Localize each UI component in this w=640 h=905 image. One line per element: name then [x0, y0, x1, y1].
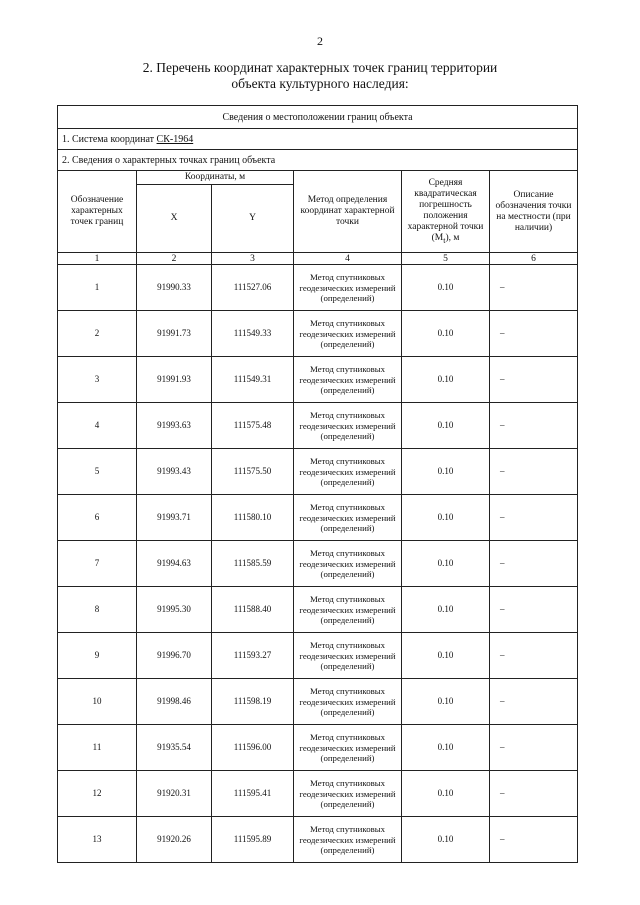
y-coordinate-cell: 111588.40: [212, 587, 294, 633]
x-coordinate-cell: 91993.43: [137, 449, 212, 495]
point-number-cell: 12: [58, 771, 137, 817]
boundary-coordinates-table: [57, 105, 578, 863]
method-cell: Метод спутниковых геодезических измерений (определений): [294, 817, 402, 863]
method-cell: Метод спутниковых геодезических измерений (определений): [294, 449, 402, 495]
y-coordinate-cell: 111595.41: [212, 771, 294, 817]
y-coordinate-cell: 111549.33: [212, 311, 294, 357]
column-number: 6: [490, 253, 578, 265]
column-number: 5: [402, 253, 490, 265]
title-line-2: объекта культурного наследия:: [231, 76, 409, 91]
accuracy-cell: 0.10: [402, 265, 490, 311]
point-number-cell: 7: [58, 541, 137, 587]
accuracy-cell: 0.10: [402, 725, 490, 771]
point-number-cell: 9: [58, 633, 137, 679]
x-coordinate-cell: 91991.93: [137, 357, 212, 403]
description-cell: –: [490, 449, 578, 495]
coordinate-system-label: 1. Система координат: [62, 133, 157, 145]
y-coordinate-cell: 111575.48: [212, 403, 294, 449]
x-coordinate-cell: 91935.54: [137, 725, 212, 771]
method-cell: Метод спутниковых геодезических измерений (определений): [294, 679, 402, 725]
table-row: [58, 587, 578, 633]
table-row: [58, 541, 578, 587]
x-coordinate-cell: 91998.46: [137, 679, 212, 725]
document-title: [120, 60, 520, 92]
points-info-row: 2. Сведения о характерных точках границ объекта: [58, 150, 578, 171]
table-row: [58, 357, 578, 403]
description-cell: –: [490, 817, 578, 863]
point-number-cell: 2: [58, 311, 137, 357]
header-coordinates: Координаты, м: [137, 171, 294, 185]
accuracy-cell: 0.10: [402, 679, 490, 725]
method-cell: Метод спутниковых геодезических измерений (определений): [294, 265, 402, 311]
point-number-cell: 1: [58, 265, 137, 311]
description-cell: –: [490, 357, 578, 403]
x-coordinate-cell: 91995.30: [137, 587, 212, 633]
table-row: [58, 633, 578, 679]
x-coordinate-cell: 91991.73: [137, 311, 212, 357]
page-number: 2: [317, 34, 323, 48]
header-description: Описание обозначения точки на местности (при наличии): [490, 171, 578, 253]
table-row: [58, 771, 578, 817]
column-number: 4: [294, 253, 402, 265]
accuracy-cell: 0.10: [402, 817, 490, 863]
method-cell: Метод спутниковых геодезических измерений (определений): [294, 587, 402, 633]
header-accuracy-unit: ), м: [445, 232, 460, 243]
header-accuracy: [402, 171, 490, 253]
table-row: [58, 449, 578, 495]
method-cell: Метод спутниковых геодезических измерений (определений): [294, 311, 402, 357]
header-accuracy-text: Средняя квадратическая погрешность положения характерной точки (M: [407, 177, 484, 243]
description-cell: –: [490, 679, 578, 725]
method-cell: Метод спутниковых геодезических измерений (определений): [294, 495, 402, 541]
y-coordinate-cell: 111595.89: [212, 817, 294, 863]
y-coordinate-cell: 111593.27: [212, 633, 294, 679]
table-row: [58, 725, 578, 771]
x-coordinate-cell: 91994.63: [137, 541, 212, 587]
column-number: 1: [58, 253, 137, 265]
point-number-cell: 6: [58, 495, 137, 541]
accuracy-cell: 0.10: [402, 311, 490, 357]
y-coordinate-cell: 111580.10: [212, 495, 294, 541]
table-row: [58, 679, 578, 725]
point-number-cell: 10: [58, 679, 137, 725]
description-cell: –: [490, 403, 578, 449]
point-number-cell: 5: [58, 449, 137, 495]
accuracy-cell: 0.10: [402, 633, 490, 679]
column-number: 2: [137, 253, 212, 265]
table-row: [58, 403, 578, 449]
accuracy-cell: 0.10: [402, 771, 490, 817]
method-cell: Метод спутниковых геодезических измерений (определений): [294, 357, 402, 403]
description-cell: –: [490, 771, 578, 817]
y-coordinate-cell: 111598.19: [212, 679, 294, 725]
point-number-cell: 3: [58, 357, 137, 403]
x-coordinate-cell: 91993.71: [137, 495, 212, 541]
table-row: [58, 495, 578, 541]
point-number-cell: 13: [58, 817, 137, 863]
accuracy-cell: 0.10: [402, 495, 490, 541]
accuracy-cell: 0.10: [402, 587, 490, 633]
description-cell: –: [490, 725, 578, 771]
y-coordinate-cell: 111596.00: [212, 725, 294, 771]
point-number-cell: 4: [58, 403, 137, 449]
y-coordinate-cell: 111549.31: [212, 357, 294, 403]
accuracy-cell: 0.10: [402, 449, 490, 495]
x-coordinate-cell: 91993.63: [137, 403, 212, 449]
accuracy-cell: 0.10: [402, 403, 490, 449]
accuracy-cell: 0.10: [402, 541, 490, 587]
x-coordinate-cell: 91996.70: [137, 633, 212, 679]
section-title: Сведения о местоположении границ объекта: [58, 106, 578, 129]
table-row: [58, 817, 578, 863]
method-cell: Метод спутниковых геодезических измерений (определений): [294, 541, 402, 587]
x-coordinate-cell: 91920.26: [137, 817, 212, 863]
coordinate-system-value: СК-1964: [156, 133, 194, 145]
accuracy-cell: 0.10: [402, 357, 490, 403]
description-cell: –: [490, 495, 578, 541]
x-coordinate-cell: 91920.31: [137, 771, 212, 817]
column-number: 3: [212, 253, 294, 265]
coordinate-system-row: [58, 129, 578, 150]
description-cell: –: [490, 541, 578, 587]
description-cell: –: [490, 265, 578, 311]
description-cell: –: [490, 633, 578, 679]
table-row: [58, 265, 578, 311]
header-accuracy-subscript: t: [443, 235, 446, 245]
header-point-designation: Обозначение характерных точек границ: [58, 171, 137, 253]
x-coordinate-cell: 91990.33: [137, 265, 212, 311]
title-line-1: 2. Перечень координат характерных точек границ территории: [142, 60, 498, 75]
method-cell: Метод спутниковых геодезических измерений (определений): [294, 403, 402, 449]
method-cell: Метод спутниковых геодезических измерений (определений): [294, 633, 402, 679]
column-numbers-row: [58, 253, 578, 265]
table-row: [58, 311, 578, 357]
method-cell: Метод спутниковых геодезических измерений (определений): [294, 725, 402, 771]
y-coordinate-cell: 111575.50: [212, 449, 294, 495]
header-y: Y: [212, 185, 294, 253]
y-coordinate-cell: 111527.06: [212, 265, 294, 311]
y-coordinate-cell: 111585.59: [212, 541, 294, 587]
header-method: Метод определения координат характерной точки: [294, 171, 402, 253]
header-x: X: [137, 185, 212, 253]
method-cell: Метод спутниковых геодезических измерений (определений): [294, 771, 402, 817]
point-number-cell: 8: [58, 587, 137, 633]
description-cell: –: [490, 311, 578, 357]
point-number-cell: 11: [58, 725, 137, 771]
description-cell: –: [490, 587, 578, 633]
